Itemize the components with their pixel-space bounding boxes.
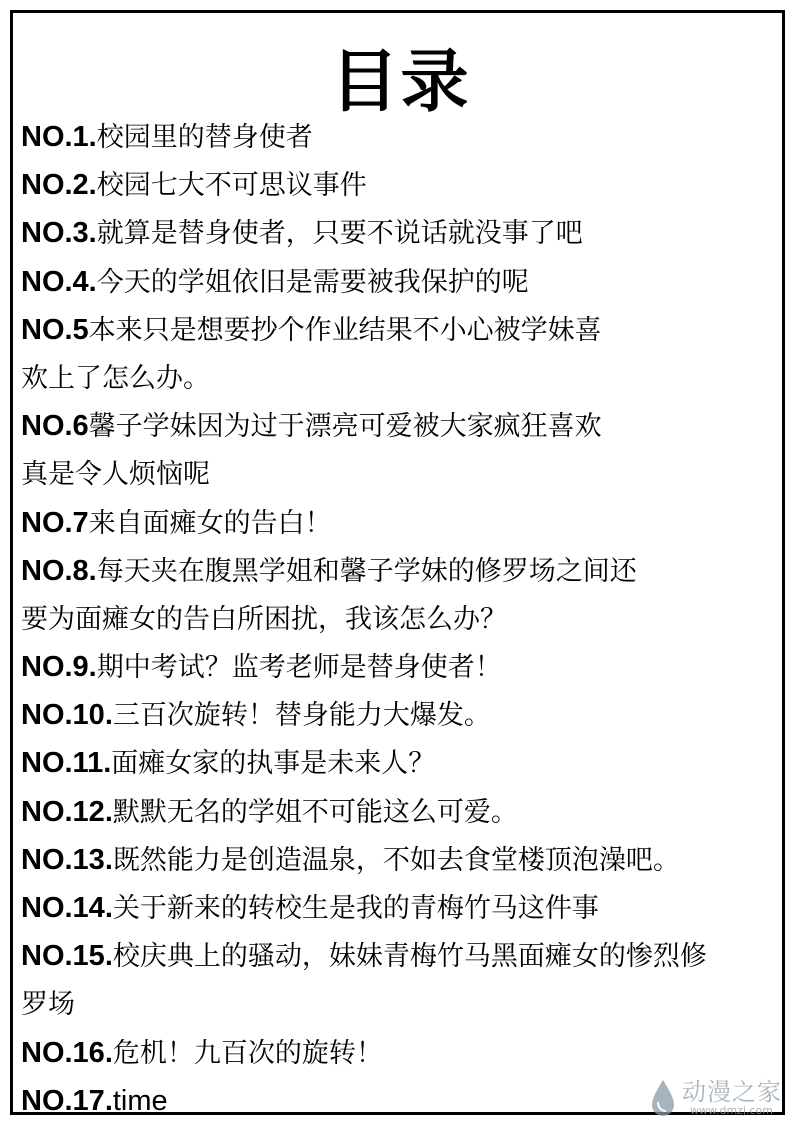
episode-number: NO.15. <box>21 940 113 973</box>
episode-number: NO.7 <box>21 506 89 539</box>
episode-title: 要为面瘫女的告白所困扰，我该怎么办？ <box>21 603 507 635</box>
episode-title: 期中考试？监考老师是替身使者！ <box>96 652 502 684</box>
toc-entry <box>21 739 791 787</box>
toc-entry <box>21 643 791 691</box>
table-of-contents <box>21 113 791 1125</box>
episode-number: NO.17. <box>21 1084 113 1117</box>
episode-title: 真是令人烦恼呢 <box>21 459 210 491</box>
toc-entry <box>21 788 791 836</box>
episode-number: NO.5 <box>21 313 89 346</box>
episode-number: NO.10. <box>21 699 113 732</box>
toc-entry <box>21 161 791 209</box>
watermark-site-url: www.dmzj.com <box>690 1104 773 1117</box>
episode-number: NO.9. <box>21 651 97 684</box>
episode-number: NO.12. <box>21 795 113 828</box>
toc-entry <box>21 1029 791 1077</box>
episode-number: NO.4. <box>21 265 97 298</box>
toc-entry-continuation <box>21 980 791 1028</box>
episode-title: 校庆典上的骚动，妹妹青梅竹马黑面瘫女的惨烈修 <box>112 941 707 973</box>
episode-number: NO.11. <box>21 747 112 780</box>
episode-title: 三百次旋转！替身能力大爆发。 <box>112 700 491 732</box>
episode-number: NO.1. <box>21 121 97 153</box>
site-watermark <box>648 1078 782 1118</box>
toc-entry-continuation <box>21 450 791 498</box>
episode-number: NO.13. <box>21 843 113 876</box>
episode-title-latin: time <box>112 1084 168 1117</box>
episode-number: NO.6 <box>21 410 89 443</box>
episode-number: NO.8. <box>21 554 97 587</box>
toc-entry <box>21 547 791 595</box>
episode-number: NO.3. <box>21 217 97 250</box>
episode-title: 欢上了怎么办。 <box>21 362 210 394</box>
episode-number: NO.14. <box>21 892 113 924</box>
toc-entry-continuation <box>21 595 791 643</box>
episode-title: 危机！九百次的旋转！ <box>112 1037 383 1069</box>
toc-entry-continuation <box>21 354 791 402</box>
episode-title: 既然能力是创造温泉，不如去食堂楼顶泡澡吧。 <box>112 844 680 876</box>
toc-entry <box>21 691 791 739</box>
toc-entry <box>21 209 791 257</box>
watermark-text <box>682 1079 782 1117</box>
episode-title: 本来只是想要抄个作业结果不小心被学妹喜 <box>88 314 602 346</box>
episode-title: 默默无名的学姐不可能这么可爱。 <box>112 796 518 828</box>
episode-title: 关于新来的转校生是我的青梅竹马这件事 <box>112 893 599 924</box>
toc-entry <box>21 306 791 354</box>
episode-number: NO.2. <box>21 169 97 202</box>
episode-title: 校园里的替身使者 <box>96 122 313 153</box>
episode-title: 罗场 <box>21 989 75 1021</box>
episode-title: 今天的学姐依旧是需要被我保护的呢 <box>96 266 529 298</box>
page-frame <box>10 10 785 1115</box>
episode-number: NO.16. <box>21 1036 113 1069</box>
episode-title: 来自面瘫女的告白！ <box>88 507 332 539</box>
episode-title: 面瘫女家的执事是未来人？ <box>111 748 436 780</box>
toc-entry <box>21 402 791 450</box>
toc-entry <box>21 499 791 547</box>
watermark-site-name: 动漫之家 <box>682 1078 782 1106</box>
water-drop-icon <box>648 1078 678 1118</box>
episode-title: 校园七大不可思议事件 <box>96 170 367 202</box>
toc-entry <box>21 932 791 980</box>
toc-entry <box>21 258 791 306</box>
toc-entry <box>21 836 791 884</box>
episode-title: 就算是替身使者，只要不说话就没事了吧 <box>96 218 583 250</box>
episode-title: 每天夹在腹黑学姐和馨子学妹的修罗场之间还 <box>96 555 637 587</box>
episode-title: 馨子学妹因为过于漂亮可爱被大家疯狂喜欢 <box>88 411 602 443</box>
toc-entry <box>21 884 791 932</box>
page-title: 目录 <box>330 43 471 122</box>
toc-entry <box>21 113 791 161</box>
